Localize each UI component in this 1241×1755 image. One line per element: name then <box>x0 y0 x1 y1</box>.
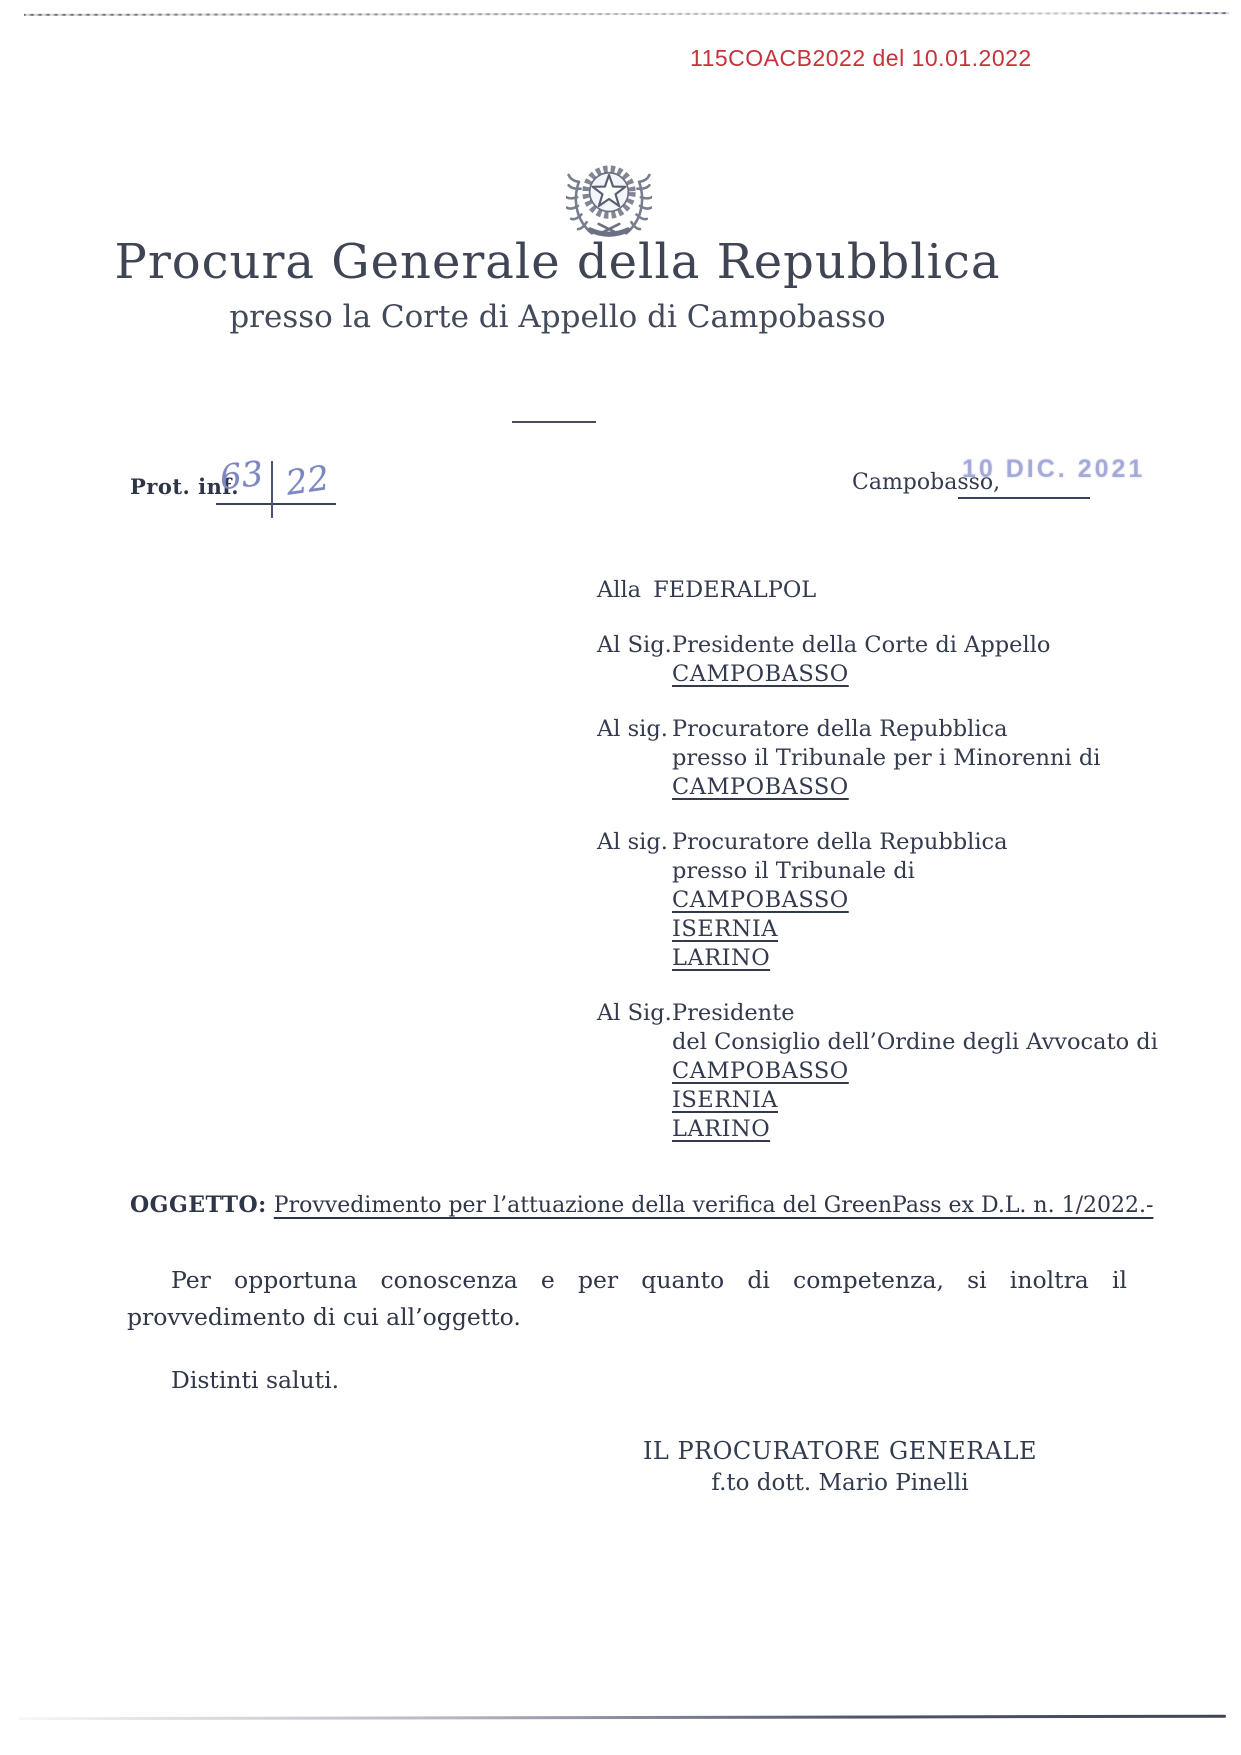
recipient-line: presso il Tribunale di <box>672 858 915 884</box>
scan-artifact-line-bottom <box>18 1715 1226 1721</box>
recipient-city: CAMPOBASSO <box>672 661 849 687</box>
signature-block <box>620 1437 1060 1496</box>
recipient-city: ISERNIA <box>672 1087 778 1113</box>
protocol-annotation: 115COACB2022 del 10.01.2022 <box>690 45 1032 71</box>
recipient-federalpol <box>597 576 1158 605</box>
body-paragraph: Per opportuna conoscenza e per quanto di competenza, si inoltra il provvedimento di cui all’oggetto. <box>127 1266 1127 1331</box>
recipient-city: LARINO <box>672 1116 771 1142</box>
recipient-city: CAMPOBASSO <box>672 774 849 800</box>
subject-label: OGGETTO: <box>130 1192 267 1218</box>
recipients-list <box>597 576 1158 1170</box>
recipient-prefix: Al sig. <box>597 829 668 855</box>
emblem-svg <box>566 152 652 246</box>
header-divider-line <box>512 421 596 423</box>
handwritten-protocol-year: 22 <box>283 458 332 504</box>
protocol-slash-line <box>271 461 273 518</box>
date-stamp: 10 DIC. 2021 <box>962 455 1146 483</box>
recipient-city: CAMPOBASSO <box>672 887 849 913</box>
office-title: Procura Generale della Repubblica <box>114 234 1001 290</box>
subject-text: Provvedimento per l’attuazione della verifica del GreenPass ex D.L. n. 1/2022.- <box>273 1193 1154 1218</box>
recipient-prefix: Al Sig. <box>597 1000 672 1026</box>
recipient-prefix: Al sig. <box>597 716 668 742</box>
recipient-presidente-ordine-avvocati <box>597 999 1158 1144</box>
recipient-procuratore-minorenni <box>597 715 1158 802</box>
recipient-line: Presidente della Corte di Appello <box>672 632 1051 658</box>
recipient-line: Procuratore della Repubblica <box>672 829 1008 855</box>
recipient-prefix: Alla <box>597 577 642 603</box>
recipient-city: LARINO <box>672 945 771 971</box>
recipient-procuratore-tribunale <box>597 828 1158 973</box>
recipient-line: presso il Tribunale per i Minorenni di <box>672 745 1101 771</box>
recipient-line: del Consiglio dell’Ordine degli Avvocato di <box>672 1029 1158 1055</box>
letter-body <box>127 1262 1127 1399</box>
protocol-underline <box>216 503 336 505</box>
recipient-city: CAMPOBASSO <box>672 1058 849 1084</box>
recipient-city: ISERNIA <box>672 916 778 942</box>
recipient-line: FEDERALPOL <box>653 577 817 603</box>
scan-artifact-line-top <box>24 12 1229 16</box>
recipient-prefix: Al Sig. <box>597 632 672 658</box>
office-subtitle: presso la Corte di Appello di Campobasso <box>229 299 886 335</box>
recipient-presidente-corte-appello <box>597 631 1158 689</box>
dateline-city: Campobasso, <box>852 470 1001 495</box>
closing-salutation: Distinti saluti. <box>171 1366 340 1394</box>
signature-name: f.to dott. Mario Pinelli <box>711 1470 969 1496</box>
subject-line <box>130 1192 1153 1218</box>
dateline-underline <box>958 497 1090 499</box>
recipient-line: Presidente <box>672 1000 795 1026</box>
protocol-label: Prot. inf. <box>130 474 240 499</box>
handwritten-protocol-number: 63 <box>218 453 266 499</box>
recipient-line: Procuratore della Repubblica <box>672 716 1008 742</box>
signature-role: IL PROCURATORE GENERALE <box>642 1437 1038 1465</box>
